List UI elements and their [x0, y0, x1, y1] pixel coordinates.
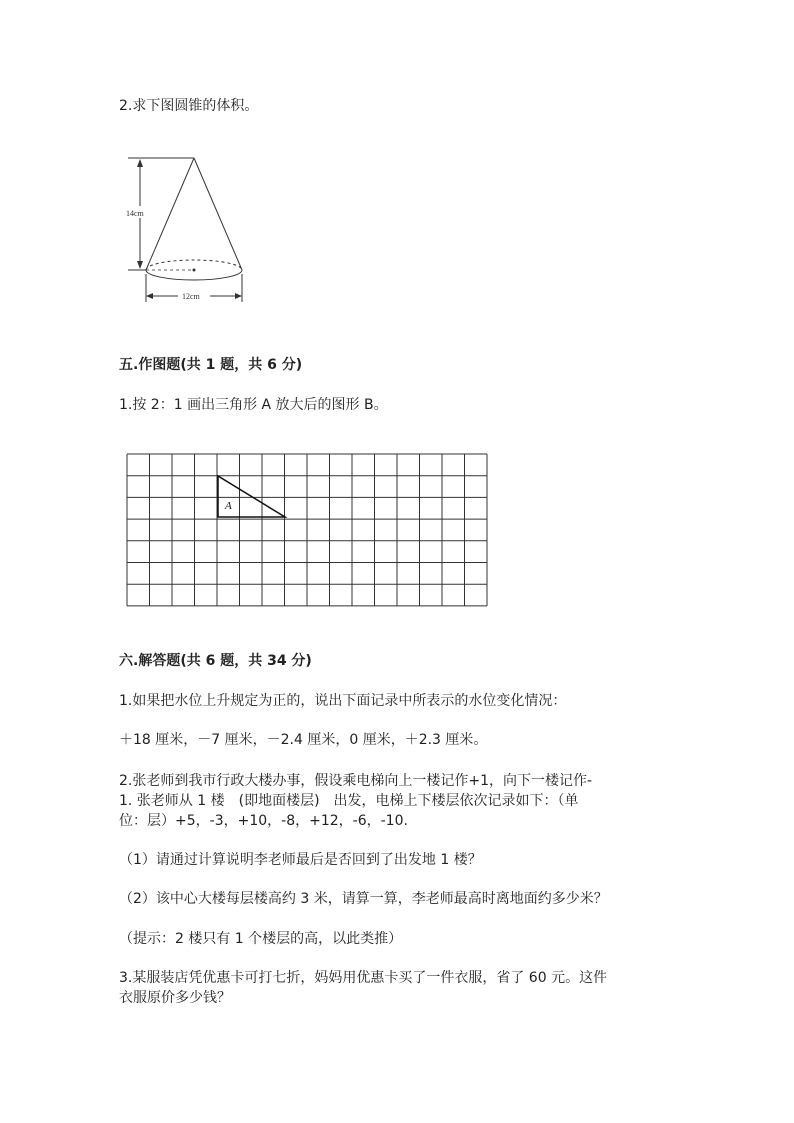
section-5-heading: 五.作图题(共 1 题，共 6 分) [119, 357, 303, 373]
question-cone-volume: 2.求下图圆锥的体积。 [119, 98, 259, 114]
grid-figure [124, 451, 492, 609]
question-discount-line-2: 衣服原价多少钱？ [119, 990, 231, 1006]
cone-diameter-label: 12cm [182, 292, 200, 301]
question-enlarge-triangle: 1.按 2：1 画出三角形 A 放大后的图形 B。 [119, 397, 388, 413]
cone-height-label: 14cm [126, 209, 144, 218]
question-elevator-line-2: 1. 张老师从 1 楼 (即地面楼层) 出发，电梯上下楼层依次记录如下：（单 [119, 793, 579, 809]
question-elevator-sub-1: （1）请通过计算说明李老师最后是否回到了出发地 1 楼？ [119, 852, 482, 868]
section-6-heading: 六.解答题(共 6 题，共 34 分) [119, 653, 312, 669]
water-level-values: ＋18 厘米，－7 厘米，－2.4 厘米，0 厘米，＋2.3 厘米。 [119, 732, 488, 748]
question-elevator-line-3: 位：层）+5，-3，+10，-8，+12，-6，-10. [119, 813, 408, 829]
cone-figure [120, 150, 260, 310]
question-discount-line-1: 3.某服装店凭优惠卡可打七折，妈妈用优惠卡买了一件衣服，省了 60 元。这件 [119, 970, 608, 986]
question-elevator-hint: （提示：2 楼只有 1 个楼层的高，以此类推） [119, 931, 403, 947]
triangle-a-label: A [225, 500, 232, 512]
question-elevator-line-1: 2.张老师到我市行政大楼办事，假设乘电梯向上一楼记作+1，向下一楼记作- [119, 773, 593, 789]
question-elevator-sub-2: （2）该中心大楼每层楼高约 3 米，请算一算，李老师最高时离地面约多少米？ [119, 891, 608, 907]
question-water-level: 1.如果把水位上升规定为正的，说出下面记录中所表示的水位变化情况： [119, 693, 567, 709]
